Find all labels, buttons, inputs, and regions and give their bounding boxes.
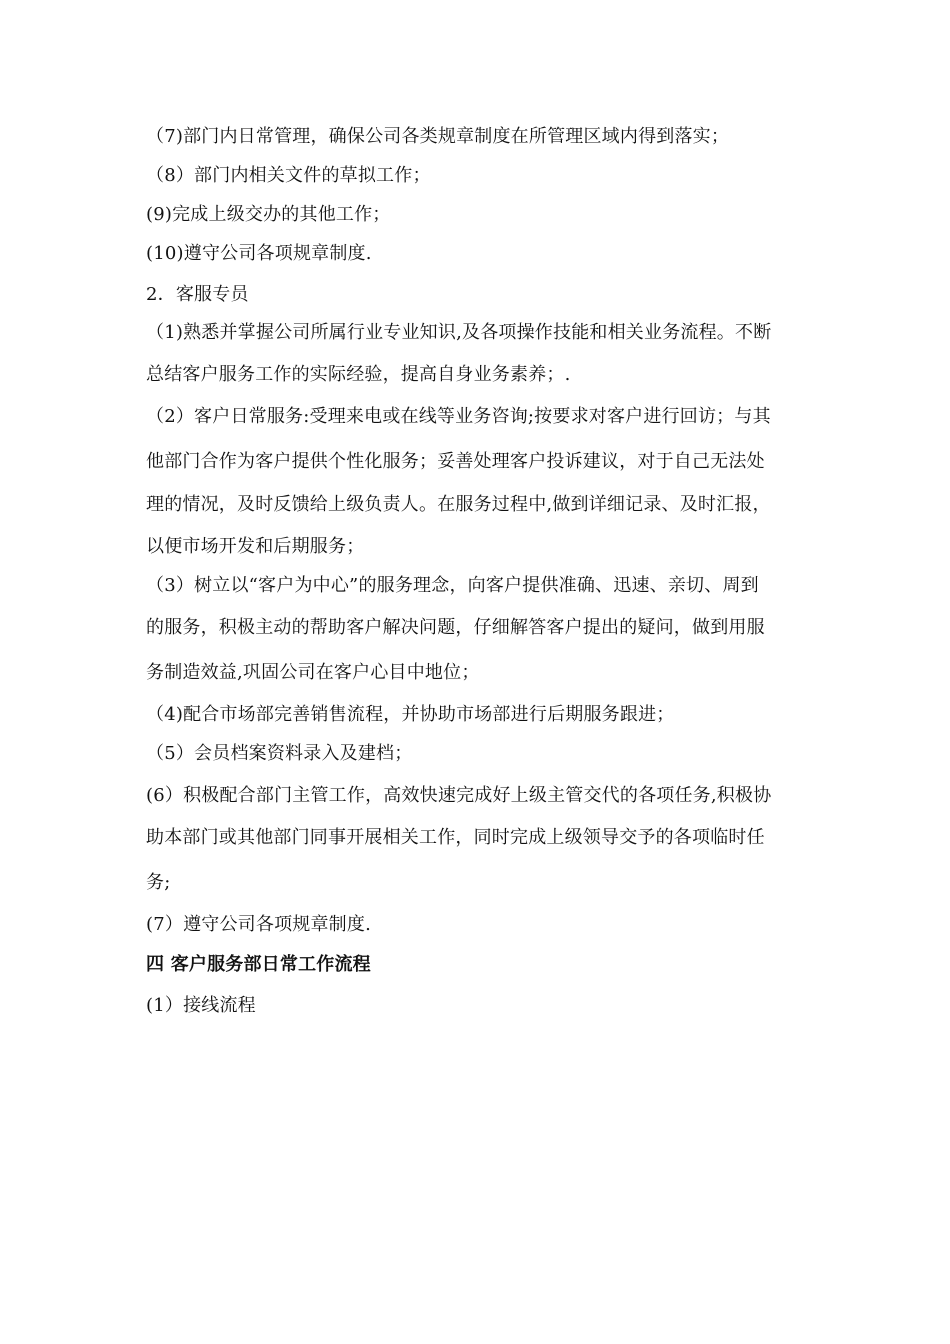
text-line: (1）接线流程 (146, 995, 256, 1016)
text-line: 务; (146, 872, 171, 893)
text-line: 助本部门或其他部门同事开展相关工作，同时完成上级领导交予的各项临时任 (146, 827, 765, 848)
text-line: (9)完成上级交办的其他工作； (146, 204, 391, 225)
text-line: (10)遵守公司各项规章制度. (146, 243, 372, 264)
text-line: 的服务，积极主动的帮助客户解决问题，仔细解答客户提出的疑问，做到用服 (146, 617, 765, 638)
text-line: 务制造效益,巩固公司在客户心目中地位； (146, 662, 480, 683)
text-line: (7）遵守公司各项规章制度. (146, 914, 371, 935)
text-line: 他部门合作为客户提供个性化服务；妥善处理客户投诉建议，对于自己无法处 (146, 451, 765, 472)
text-line: （2）客户日常服务:受理来电或在线等业务咨询;按要求对客户进行回访；与其 (146, 406, 771, 427)
section-heading: 四 客户服务部日常工作流程 (146, 954, 371, 975)
text-line: （1)熟悉并掌握公司所属行业专业知识,及各项操作技能和相关业务流程。不断 (146, 322, 772, 343)
text-line: 总结客户服务工作的实际经验，提高自身业务素养；. (146, 364, 571, 385)
text-line: (6）积极配合部门主管工作，高效快速完成好上级主管交代的各项任务,积极协 (146, 785, 772, 806)
text-line: （4)配合市场部完善销售流程，并协助市场部进行后期服务跟进； (146, 704, 675, 725)
text-line: 以便市场开发和后期服务； (146, 536, 365, 557)
text-line: （7)部门内日常管理，确保公司各类规章制度在所管理区域内得到落实； (146, 126, 730, 147)
text-line: 理的情况，及时反馈给上级负责人。在服务过程中,做到详细记录、及时汇报， (146, 494, 771, 515)
text-line: （5）会员档案资料录入及建档； (146, 743, 413, 764)
text-line: （3）树立以“客户为中心”的服务理念，向客户提供准确、迅速、亲切、周到 (146, 575, 759, 596)
section-subheading: 2．客服专员 (146, 284, 249, 305)
text-line: （8）部门内相关文件的草拟工作； (146, 165, 431, 186)
